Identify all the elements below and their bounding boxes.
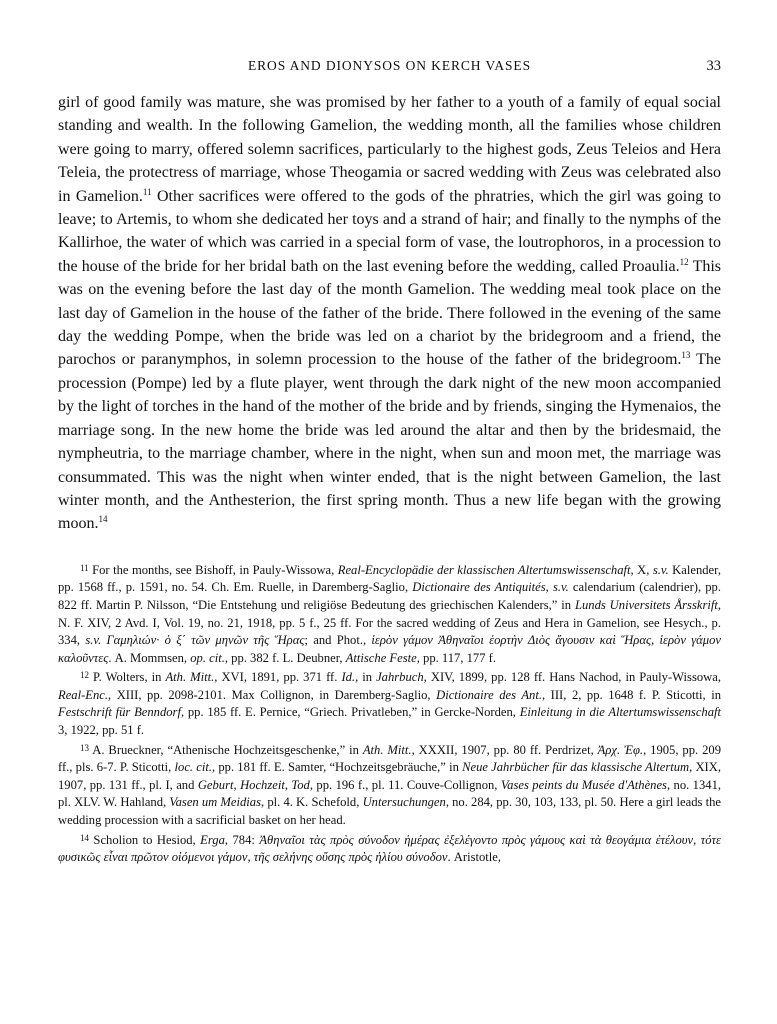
footnote-italic: ἱερὸν γάμον Ἀθηναῖοι ἑορτὴν Διὸς ἄγουσιν καὶ Ἥρας, ἱερὸν γάμον καλοῦντες [58,633,721,665]
footnote-italic: Real-Enc. [58,687,108,702]
footnote-text: , no. 1341, pl. XLV. W. Hahland, [58,777,722,810]
footnote-italic: Id. [341,670,356,685]
body-text [58,91,721,536]
footnote-italic: Vasen um Meidias [169,795,262,810]
footnote-text: , 784: [224,832,260,847]
footnote-text: , no. 284, pp. 30, 103, 133, pl. 50. Here a girl leads the wedding procession with a sacrificial basket on her head. [58,795,721,828]
footnote-text: Kalender, pp. 1568 ff., p. 1591, no. 54. Ch. Em. Ruelle, in Daremberg-Saglio, [58,562,721,595]
footnote-italic: s.v. Γαμηλιών· ὁ ξ΄ τῶν μηνῶν τῆς Ἥρας [85,633,305,648]
footnote-italic: Untersuchungen [362,795,446,810]
footnote-text: , XVI, 1891, pp. 371 ff. [214,670,342,685]
page-number: 33 [706,58,721,74]
footnote-text: , in [355,670,377,685]
footnote-14 [58,830,721,867]
footnote-ref-14: 14 [98,514,108,525]
footnote-text: , XIV, 1899, pp. 128 ff. Hans Nachod, in Pauly-Wissowa, [423,670,721,685]
footnote-text: , X, [630,562,653,577]
footnote-italic: s.v. [652,562,669,577]
footnote-italic: Ἀθηναῖοι τὰς πρὸς σύνοδον ἡμέρας ἐξελέγοντο πρὸς γάμους καὶ τὰ θεογάμια ἐτέλουν, τότε φυσικῶς εἶναι πρῶτον οἰόμενοι γάμον, τῆς σελήνης οὔσης πρὸς ἡλίου σύνοδον [58,832,721,865]
footnote-italic: Festschrift für Benndorf [58,705,181,720]
footnote-number: 13 [80,742,89,753]
body-segment: girl of good family was mature, she was promised by her father to a youth of a family of equal social standing and wealth. In the following Gamelion, the wedding month, all the families whose children were going to marry, offered solemn sacrifices, particularly to the highest gods, Zeus Teleios and Hera Teleia, the protectress of marriage, whose Theogamia or sacred wedding with Zeus was celebrated also in Gamelion. [58,94,721,205]
footnote-italic: Dictionaire des Antiquités [412,580,546,595]
footnote-ref-13: 13 [681,350,691,361]
body-segment: This was on the evening before the last day of the month Gamelion. The wedding meal took place on the last day of Gamelion in the house of the father of the bride. There followed in the evening of the same day the wedding Pompe, when the bride was led on a chariot by the bridegroom and a friend, the parochos or paranymphos, in solemn procession to the house of the father of the bridegroom. [58,257,722,369]
footnote-text: , pl. 4. K. Schefold, [261,795,363,810]
footnote-italic: Lunds Universitets Årsskrift [574,597,718,612]
footnote-text: , [545,580,553,595]
footnote-text: , XIX, 1907, pp. 131 ff., pl. I, and [58,760,721,792]
page [58,0,721,867]
footnote-italic: Einleitung in die Altertumswissenschaft [519,705,722,720]
footnote-italic: Ath. Mitt. [362,742,412,757]
footnote-text: , XXXII, 1907, pp. 80 ff. Perdrizet, [411,742,598,757]
footnote-text: , pp. 382 f. L. Deubner, [224,650,346,665]
footnote-text: , pp. 117, 177 f. [416,650,497,665]
footnote-text: P. Wolters, in [89,670,166,685]
footnote-italic: Jahrbuch [376,670,424,685]
footnote-text: , XIII, pp. 2098-2101. Max Collignon, in Daremberg-Saglio, [108,687,437,702]
footnote-ref-12: 12 [679,256,689,267]
footnote-text: , 1905, pp. 209 ff., pls. 6-7. P. Sticotti, [58,742,722,775]
footnote-italic: Neue Jahrbücher für das klassische Altertum [462,760,690,775]
running-title: EROS AND DIONYSOS ON KERCH VASES [248,58,531,73]
footnote-number: 11 [80,562,89,573]
footnote-italic: Geburt, Hochzeit, Tod [197,777,310,792]
body-paragraph [58,91,721,536]
footnote-text: , N. F. XIV, 2 Avd. I, Vol. 19, no. 21, 1918, pp. 5 f., 25 ff. For the sacred wedding of Zeus and Hera in Gamelion, see Hesych., p. 334, [58,597,721,648]
footnote-italic: Erga [200,832,225,847]
footnote-text: calendarium (calendrier), pp. 822 ff. Martin P. Nilsson, “Die Entstehung und religiöse Bedeutung des griechischen Kalenders,” in [58,580,721,612]
footnote-text: , pp. 196 f., pl. 11. Couve-Collignon, [309,777,501,792]
footnote-ref-11: 11 [142,186,152,197]
footnote-text: , pp. 181 ff. E. Samter, “Hochzeitsgebräuche,” in [212,760,463,775]
footnote-italic: Dictionaire des Ant. [436,687,542,702]
footnote-text: , III, 2, pp. 1648 f. P. Sticotti, in [541,687,721,702]
footnote-11 [58,560,721,668]
footnote-italic: Attische Feste [345,650,417,665]
footnote-number: 14 [80,832,89,843]
footnotes [58,560,721,867]
footnote-italic: op. cit. [190,650,225,665]
footnote-text: ; and Phot., [304,633,372,648]
footnote-12 [58,667,721,739]
footnote-text: . A. Mommsen, [108,650,191,665]
footnote-italic: Real-Encyclopädie der klassischen Altertumswissenschaft [337,562,631,577]
footnote-italic: loc. cit. [174,760,213,775]
footnote-text: For the months, see Bishoff, in Pauly-Wissowa, [88,562,338,577]
footnote-italic: Ἀρχ. Ἐφ. [597,742,644,757]
body-segment: Other sacrifices were offered to the gods of the phratries, which the girl was going to leave; to Artemis, to whom she dedicated her toys and a strand of hair; and finally to the nymphs of the Kallirhoe, the water of which was carried in a special form of vase, the loutrophoros, in a procession to the house of the bride for her bridal bath on the last evening before the wedding, called Proaulia. [58,187,722,275]
footnote-italic: Vases peints du Musée d'Athènes [500,777,667,792]
footnote-13 [58,740,721,830]
footnote-italic: Ath. Mitt. [165,670,215,685]
footnote-number: 12 [80,670,89,681]
running-header [58,58,721,80]
footnote-text: 3, 1922, pp. 51 f. [58,723,145,738]
footnote-text: A. Brueckner, “Athenische Hochzeitsgeschenke,” in [89,742,363,757]
footnote-text: . Aristotle, [447,850,502,865]
footnote-italic: s.v. [552,580,569,595]
body-segment: The procession (Pompe) led by a flute player, went through the dark night of the new moon accompanied by the light of torches in the hand of the mother of the bride and by friends, singing the Hymenaios, the marriage song. In the new home the bride was led around the altar and then by the bridesmaid, the nympheutria, to the marriage chamber, where in the night, when sun and moon met, the marriage was consummated. This was the night when winter ended, that is the night between Gamelion, the last winter month, and the Anthesterion, the first spring month. Thus a new life began with the growing moon. [58,351,721,533]
footnote-text: , pp. 185 ff. E. Pernice, “Griech. Privatleben,” in Gercke-Norden, [180,705,520,720]
footnote-text: Scholion to Hesiod, [89,832,201,847]
